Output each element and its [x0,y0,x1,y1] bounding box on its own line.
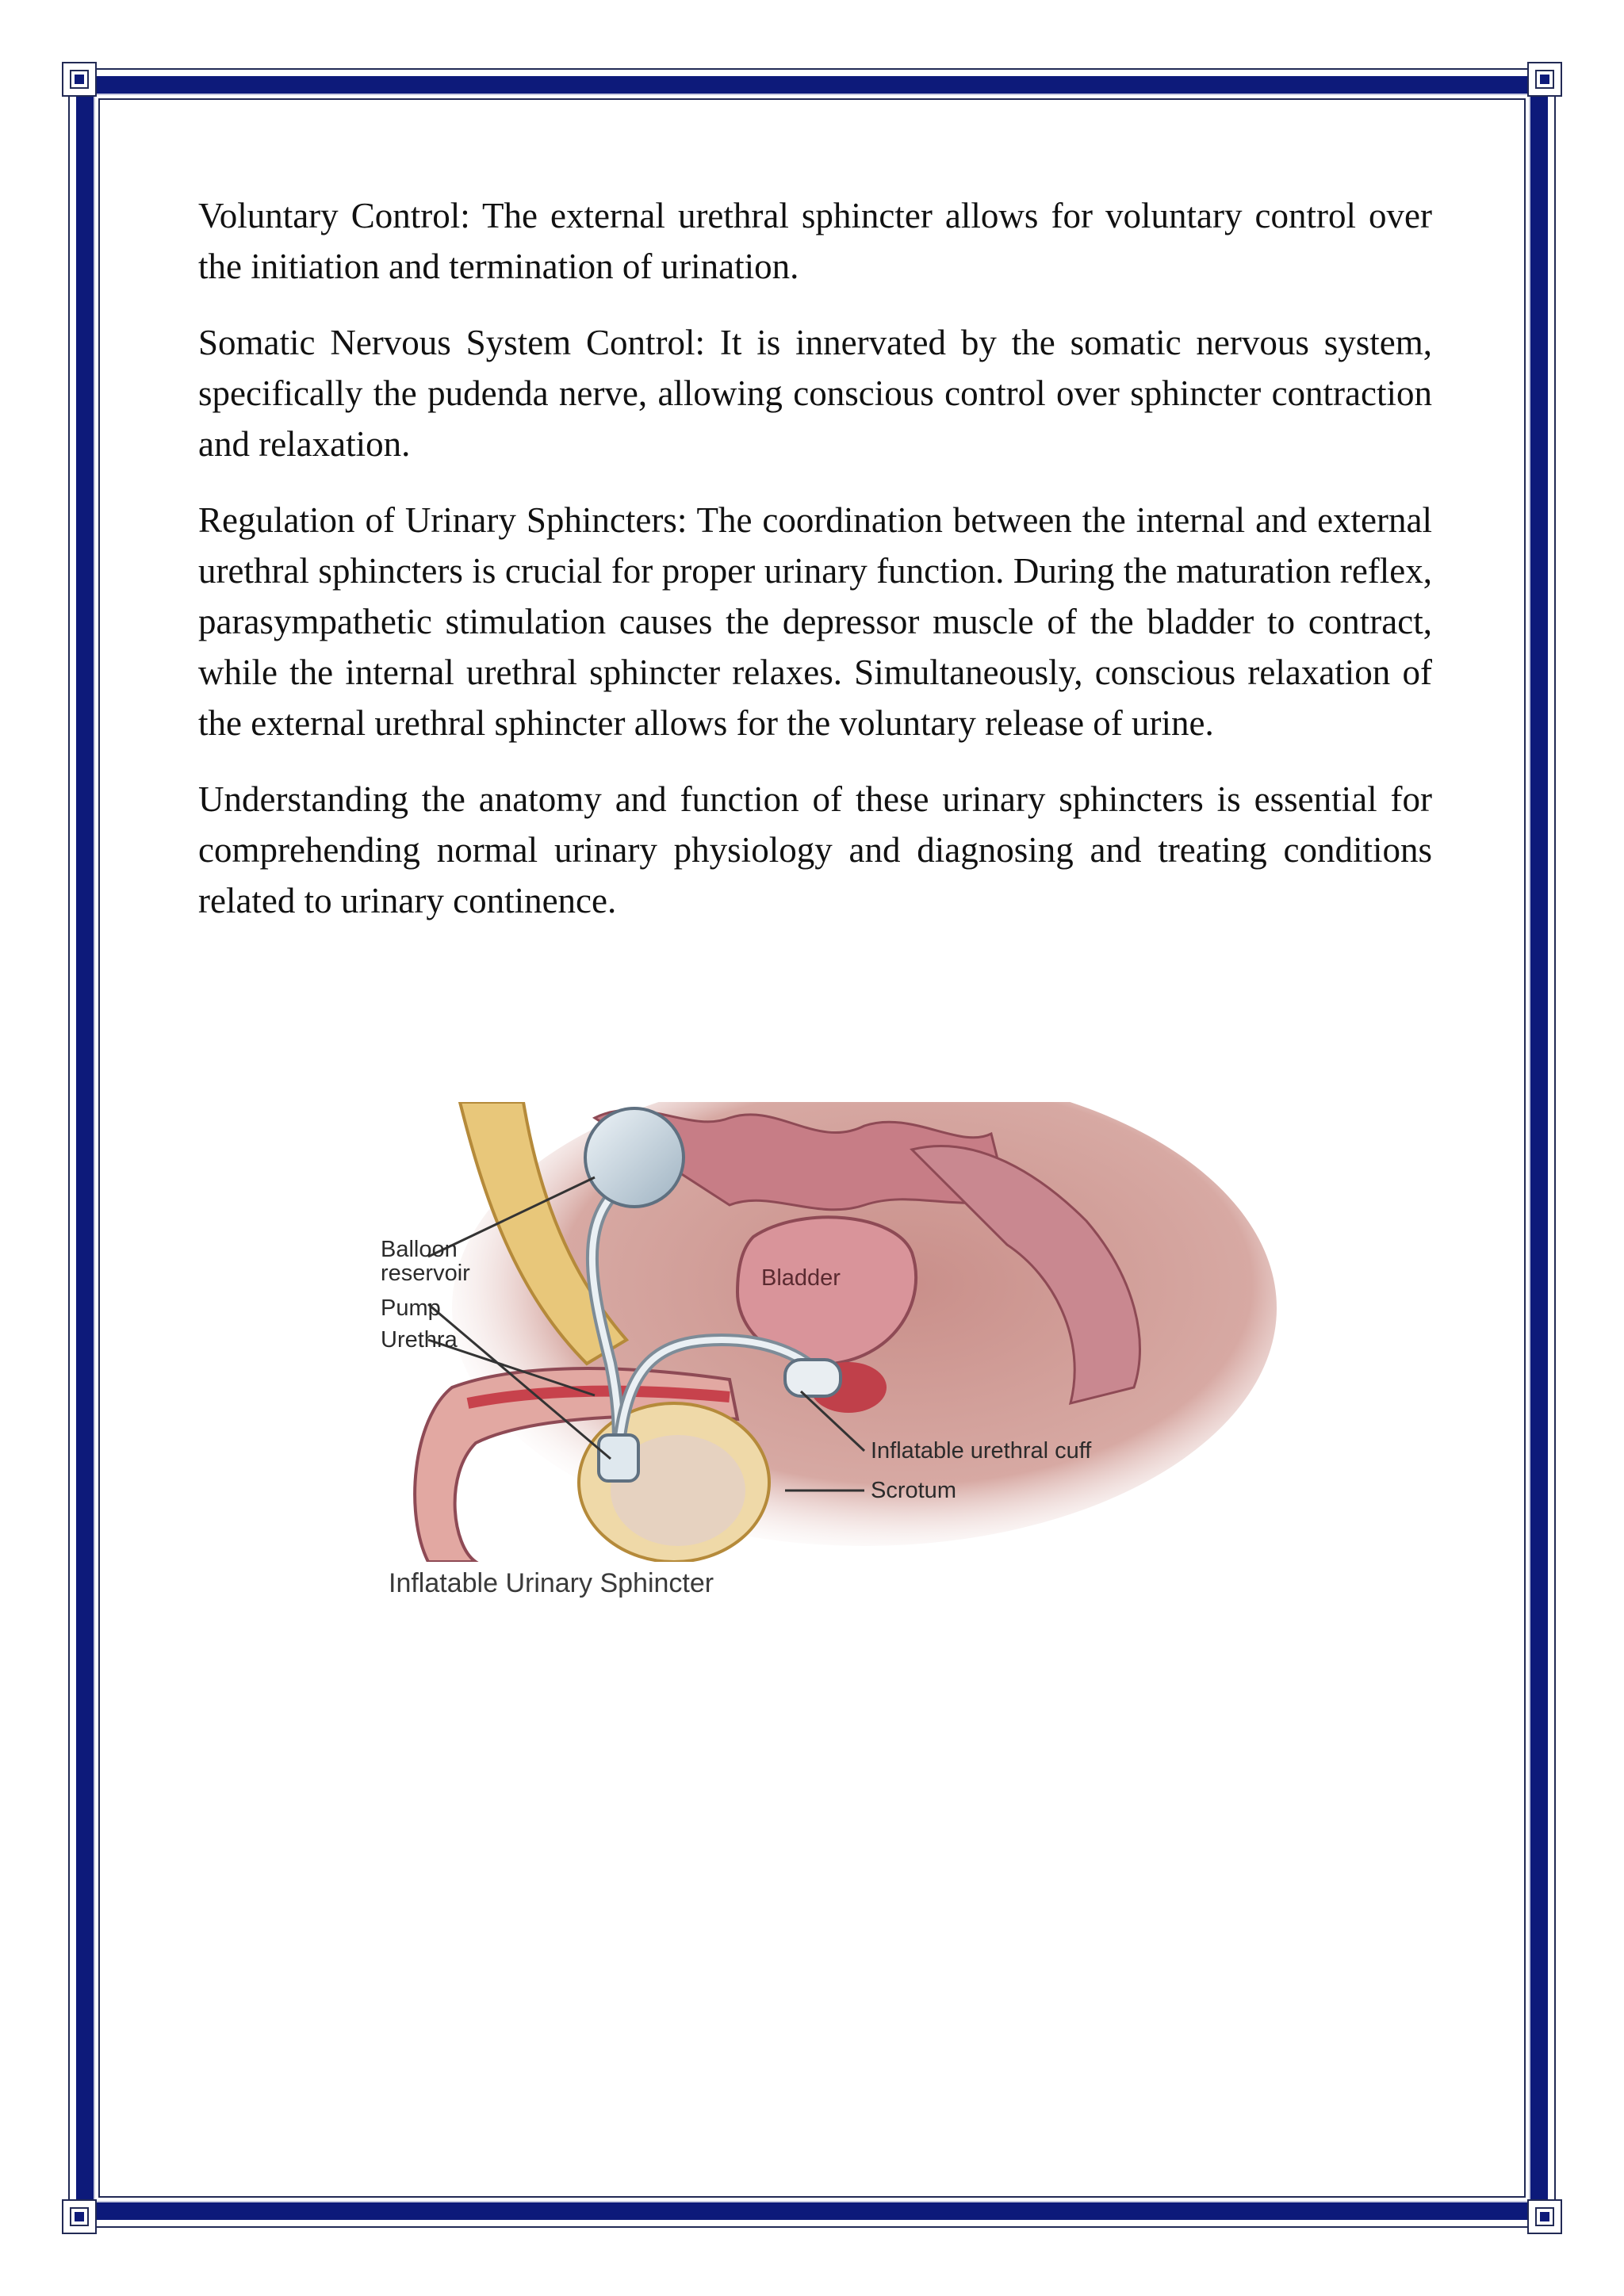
paragraph-voluntary-control: Voluntary Control: The external urethral sphincter allows for voluntary control over the initiation and termination of urination. [198,196,1432,286]
label-balloon: Balloon [381,1237,458,1262]
paragraph-somatic-control: Somatic Nervous System Control: It is innervated by the somatic nervous system, specifically the pudenda nerve, allowing conscious control over sphincter contraction and relaxation. [198,323,1432,464]
sphincter-illustration [357,1102,1293,1609]
paragraph-regulation: Regulation of Urinary Sphincters: The coordination between the internal and external urethral sphincters is crucial for proper urinary function. During the maturation reflex, parasympathetic stimulation causes the depressor muscle of the bladder to contract, while the internal urethral sphincter relaxes. Simultaneously, conscious relaxation of the external urethral sphincter allows for the voluntary release of urine. [198,500,1432,743]
border-corner-ornament [62,62,97,97]
label-pump: Pump [381,1295,441,1321]
label-inflatable-cuff: Inflatable urethral cuff [871,1438,1092,1464]
border-corner-ornament [1527,2199,1562,2234]
border-corner-ornament [62,2199,97,2234]
figure-caption: Inflatable Urinary Sphincter [389,1568,714,1598]
label-urethra: Urethra [381,1327,458,1353]
document-body [198,190,1432,951]
anatomy-drawing [357,1102,1293,1562]
paragraph-understanding: Understanding the anatomy and function of these urinary sphincters is essential for comprehending normal urinary physiology and diagnosing and treating conditions related to urinary continence. [198,779,1432,920]
label-scrotum: Scrotum [871,1478,956,1503]
border-corner-ornament [1527,62,1562,97]
label-bladder: Bladder [761,1265,841,1291]
label-reservoir: reservoir [381,1261,470,1286]
